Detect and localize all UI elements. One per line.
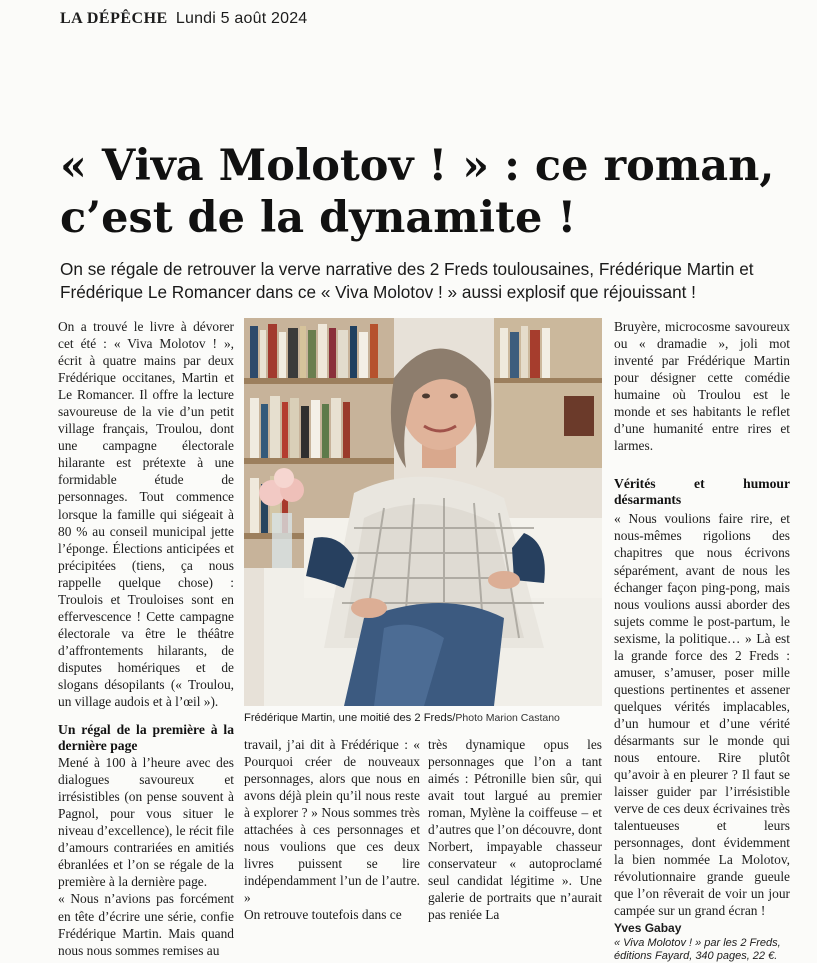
book-footnote: « Viva Molotov ! » par les 2 Freds, éditions Fayard, 340 pages, 22 €. [614, 936, 781, 962]
paragraph: On retrouve toutefois dans ce [244, 907, 402, 923]
paragraph: très dynamique opus les personnages que l’on a tant aimés : Pétronille bien sûr, qui avait tout largué au premier roman, Mylène la coiffeuse – et d’autres que l’on découvre, dont Norbert, impayable chasseur conservateur « autoproclamé seul candidat légitime ». Une galerie de portraits que n’aurait pas reniée La [428, 737, 602, 923]
paragraph: Mené à 100 à l’heure avec des dialogues savoureux et irrésistibles (on pense souvent à Pagnol, pour vous situer le niveau d’excellence), le récit file d’amours contrariées en amitiés ébranlées et l’on se régale de la première à la dernière page. [58, 755, 234, 890]
headline-line-2: c’est de la dynamite ! [60, 193, 577, 243]
article-headline [60, 140, 800, 244]
article-column-4 [614, 318, 790, 963]
article-column-2 [244, 736, 420, 924]
author-photo [244, 318, 602, 706]
paragraph: « Nous n’avions pas forcément en tête d’écrire une série, confie Frédérique Martin. Mais quand nous nous sommes remises au [58, 891, 234, 958]
paragraph: « Nous voulions faire rire, et nous-mêmes rigolions des chapitres que nous écrivons séparément, avant de nous les échanger façon ping-pong, mais nous voulions aussi aborder des sujets comme le post-partum, le sexisme, la politique… » Là est la grande force des 2 Freds : amuser, s’amuser, poser mille questions pertinentes et assener quelques vérités implacables, d’un humour et d’une vérité désarmants sur le monde qui nous entoure. Rire plutôt qu’avoir à en pleurer ? Il faut se laisser guider par l’irrésistible verve de ces deux écrivaines très talentueuses et leurs personnages, dont évidemment la bien nommée La Molotov, révolutionnaire grande gueule que l’on rêverait de voir un jour campée sur un grand écran ! [614, 511, 790, 919]
subheading: Un régal de la première à la dernière page [58, 722, 234, 754]
article-column-3 [428, 736, 602, 924]
subheading: Vérités et humour désarmants [614, 476, 790, 508]
masthead [60, 10, 307, 28]
author-photo-illustration [244, 318, 602, 706]
article-lede: On se régale de retrouver la verve narrative des 2 Freds toulousaines, Frédérique Martin et Frédérique Le Romancer dans ce « Viva Molotov ! » aussi explosif que réjouissant ! [60, 259, 754, 302]
paragraph: Bruyère, microcosme savoureux ou « dramadie », joli mot inventé par Frédérique Martin pour désigner cette comédie humaine où Troulou est le monde et ses habitants le reflet d’une humanité entre rires et larmes. [614, 319, 790, 454]
photo-caption [244, 712, 604, 724]
photo-credit: Photo Marion Castano [455, 712, 560, 724]
caption-text: Frédérique Martin, une moitié des 2 Freds/ [244, 712, 456, 724]
issue-date: Lundi 5 août 2024 [175, 10, 308, 27]
article-column-1 [58, 318, 234, 959]
paragraph: travail, j’ai dit à Frédérique : « Pourquoi créer de nouveaux personnages, alors que nous en avons déjà plein qu’il nous reste à explorer ? » Nous sommes très attachées à ces personnages et nous voulions que ces deux livres puissent se lire indépendamment l’un de l’autre. » [244, 737, 420, 906]
newspaper-logo: LA DÉPÊCHE [60, 10, 168, 27]
author-signature: Yves Gabay [614, 920, 682, 935]
paragraph: On a trouvé le livre à dévorer cet été : « Viva Molotov ! », écrit à quatre mains par deux Frédérique occitanes, Martin et Le Romancer. Il offre la lecture savoureuse de la vie d’un petit village français, Troulou, dont une campagne électorale hilarante est prétexte à une formidable étude de personnages. Tout commence lorsque la famille qui siégeait à 80 % au conseil municipal jette l’éponge. Élections anticipées et précipitées (tiens, ça nous rappelle quelque chose) : Troulois et Trouloises sont en effervescence ! Cette campagne électorale va être le théâtre d’affrontements hilarants, de disputes homériques et de slogans désopilants (« Troulou, un village audois et à l’œil »). [58, 319, 234, 710]
headline-line-1: « Viva Molotov ! » : ce roman, [60, 141, 775, 191]
